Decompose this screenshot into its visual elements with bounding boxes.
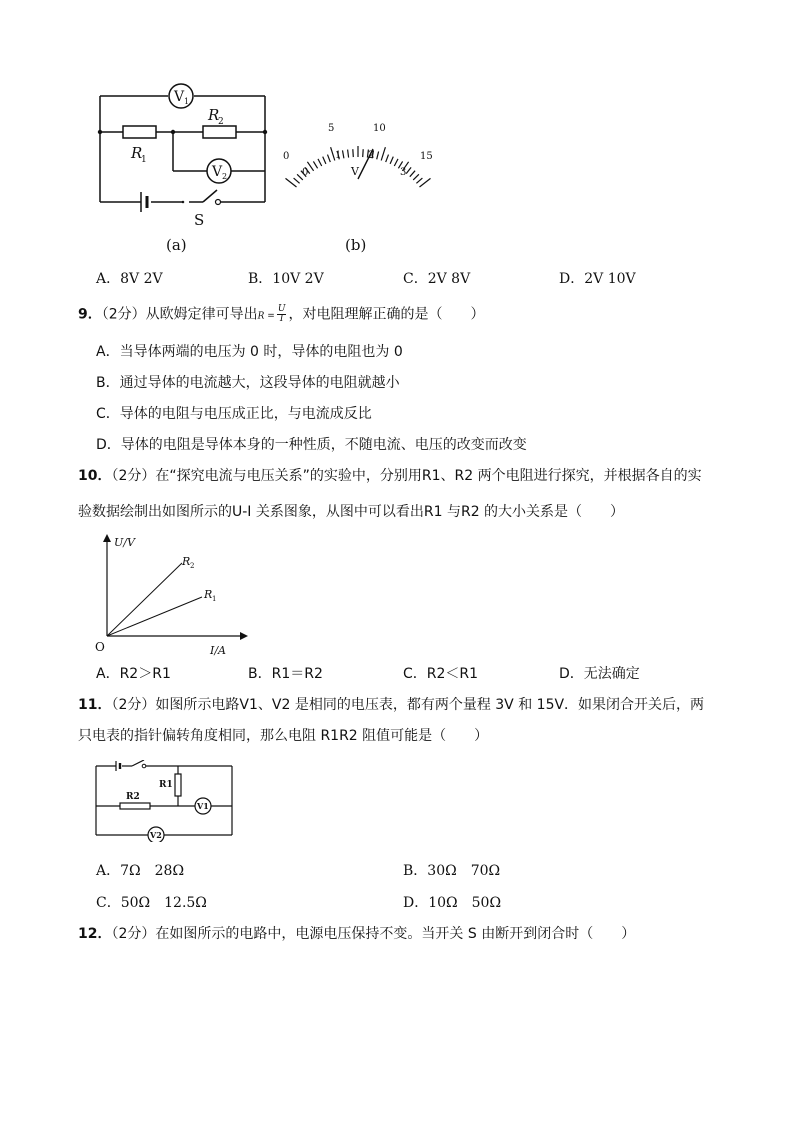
q11-v2-label: V2 (150, 830, 162, 840)
q11-v1-label: V1 (197, 801, 209, 811)
dial-tick (363, 149, 364, 157)
q9-formula-lhs: R = (257, 311, 275, 322)
q12-number: 12． (78, 926, 112, 942)
dial-outer-5: 5 (328, 123, 335, 134)
r2-sub: 2 (218, 117, 224, 127)
q9-stem (78, 305, 484, 326)
voltmeter-v2-sub: 2 (222, 172, 228, 181)
dial-tick (413, 174, 419, 180)
dial-tick (377, 152, 379, 160)
q10-stem-line1 (78, 467, 702, 485)
q8-option-d[interactable]: D．2V 10V (559, 271, 636, 287)
graph-r1-sub: 1 (212, 595, 217, 603)
r2-label: R (208, 106, 220, 124)
q9-formula-num: U (277, 304, 286, 314)
dial-tick (294, 178, 300, 183)
q9-formula-den: I (279, 314, 284, 324)
q11-score: （2分） (111, 697, 156, 713)
q10-option-c[interactable]: C．R2＜R1 (403, 666, 479, 682)
dial-unit: V (351, 165, 359, 178)
voltmeter-dial-figure-b (280, 115, 440, 265)
q11-option-a[interactable]: A．7Ω 28Ω (96, 863, 185, 879)
q9-score: （2分） (101, 306, 146, 323)
voltmeter-v1-sub: 1 (184, 97, 190, 106)
figure-a-caption: (a) (166, 236, 187, 254)
q10-stem-line2: 验数据绘制出如图所示的U-I 关系图象，从图中可以看出R1 与R2 的大小关系是（ ） (78, 504, 625, 520)
switch-label: S (194, 211, 205, 229)
q9-formula-fraction (277, 305, 287, 324)
dial-tick (406, 167, 411, 173)
q10-option-d[interactable]: D．无法确定 (559, 666, 640, 682)
q11-option-c[interactable]: C．50Ω 12.5Ω (96, 895, 207, 911)
graph-r1-label: R (204, 588, 213, 601)
dial-tick (416, 178, 422, 183)
graph-origin: O (95, 640, 105, 654)
voltmeter-v2-label: V (212, 164, 223, 180)
dial-tick (323, 157, 326, 164)
circuit-figure-q11 (92, 760, 242, 842)
circuit-figure-a (95, 82, 275, 262)
graph-y-label: U/V (114, 536, 135, 549)
dial-tick (386, 155, 389, 163)
dial-tick (381, 147, 385, 160)
r1-label: R (131, 144, 143, 162)
q9-option-d[interactable]: D．导体的电阻是导体本身的一种性质，不随电流、电压的改变而改变 (96, 437, 527, 453)
q9-stem-pre: 从欧姆定律可导出 (145, 306, 258, 323)
q9-stem-post: ，对电阻理解正确的是（ ） (288, 306, 485, 323)
dial-tick (348, 150, 349, 158)
graph-line-r2 (107, 563, 182, 636)
dial-inner-3: 3 (400, 167, 407, 178)
figure-b-caption: (b) (345, 236, 367, 254)
graph-x-label: I/A (210, 644, 226, 657)
dial-tick (318, 159, 322, 166)
graph-r2-label: R (182, 555, 191, 568)
q9-option-c[interactable]: C．导体的电阻与电压成正比，与电流成反比 (96, 406, 372, 422)
dial-tick (410, 171, 415, 177)
q8-option-b[interactable]: B．10V 2V (248, 271, 324, 287)
dial-tick (328, 155, 331, 163)
graph-line-r1 (107, 597, 202, 636)
q9-option-b[interactable]: B．通过导体的电流越大，这段导体的电阻就越小 (96, 375, 400, 391)
dial-outer-10: 10 (373, 123, 386, 134)
q11-line1: 如图所示电路V1、V2 是相同的电压表，都有两个量程 3V 和 15V．如果闭合开关后，两 (155, 697, 705, 713)
dial-tick (394, 159, 398, 166)
q11-option-b[interactable]: B．30Ω 70Ω (403, 863, 501, 879)
q11-r2-label: R2 (126, 792, 140, 802)
q11-r1-label: R1 (159, 780, 173, 790)
dial-inner-0: 0 (302, 167, 309, 178)
q11-stem-line2: 只电表的指针偏转角度相同，那么电阻 R1R2 阻值可能是（ ） (78, 728, 489, 744)
q8-option-a[interactable]: A．8V 2V (96, 271, 163, 287)
q11-option-d[interactable]: D．10Ω 50Ω (403, 895, 502, 911)
dial-tick (390, 157, 393, 164)
q11-number: 11． (78, 697, 112, 713)
ui-graph (92, 530, 252, 660)
q12-stem-text: 在如图所示的电路中，电源电压保持不变。当开关 S 由断开到闭合时（ ） (155, 926, 636, 942)
dial-outer-15: 15 (420, 151, 433, 162)
q10-option-a[interactable]: A．R2＞R1 (96, 666, 171, 682)
voltmeter-v1-label: V (174, 89, 185, 105)
q10-option-b[interactable]: B．R1＝R2 (248, 666, 323, 682)
dial-tick (343, 150, 344, 158)
q8-option-c[interactable]: C．2V 8V (403, 271, 471, 287)
dial-outer-0: 0 (283, 151, 290, 162)
dial-inner-2: 2 (368, 150, 375, 161)
dial-tick (313, 161, 317, 168)
dial-inner-1: 1 (335, 150, 342, 161)
q10-line1: 在“探究电流与电压关系”的实验中，分别用R1、R2 两个电阻进行探究，并根据各自的实 (155, 468, 702, 484)
q9-option-a[interactable]: A．当导体两端的电压为 0 时，导体的电阻也为 0 (96, 344, 403, 360)
r1-sub: 1 (141, 155, 147, 165)
q12-stem (78, 925, 635, 943)
q12-score: （2分） (111, 926, 156, 942)
q10-number: 10． (78, 468, 112, 484)
q9-number: 9． (78, 306, 102, 323)
graph-r2-sub: 2 (190, 562, 195, 570)
dial-tick (353, 149, 354, 157)
q11-stem-line1 (78, 696, 704, 714)
q10-score: （2分） (111, 468, 156, 484)
